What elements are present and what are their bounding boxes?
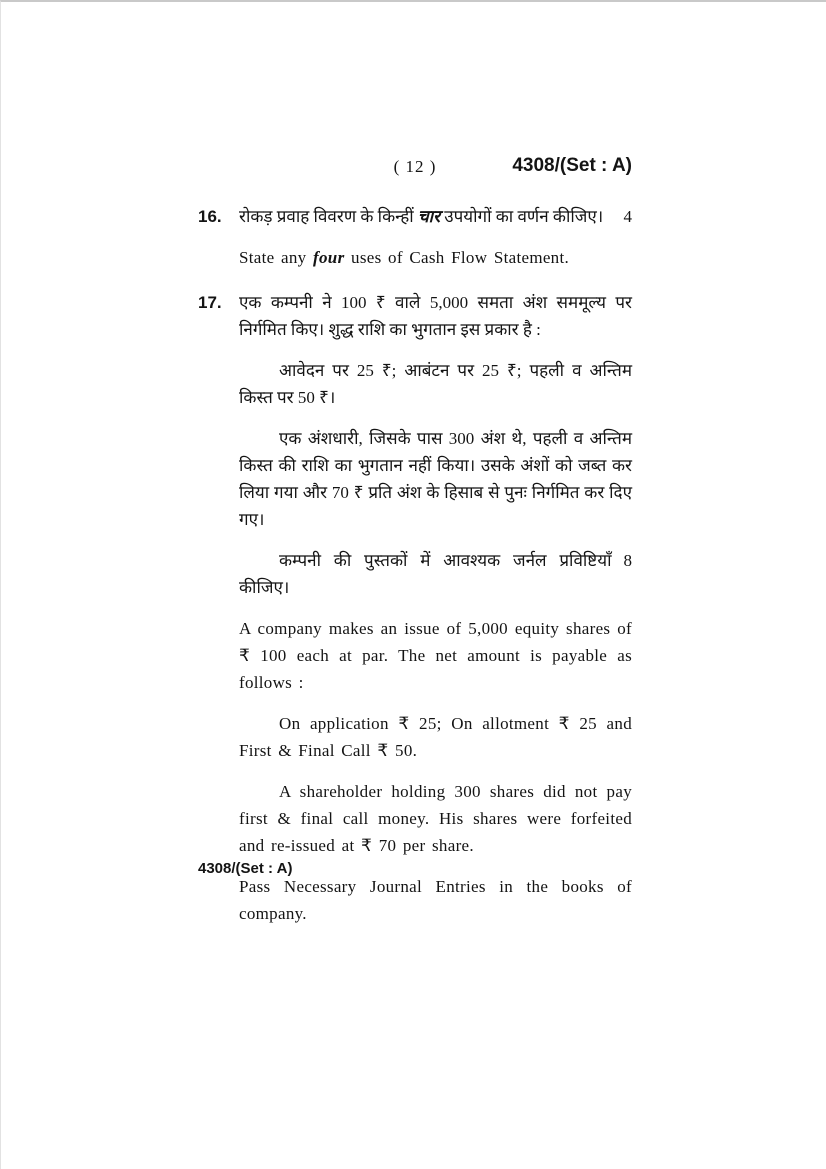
question-16-hindi [239,203,632,230]
question-16 [198,203,632,271]
question-16-number: 16. [198,207,222,226]
question-16-hindi-post: उपयोगों का वर्णन कीजिए। [440,207,604,226]
question-17-english-intro: A company makes an issue of 5,000 equity shares of ₹ 100 each at par. The net amount is payable as follows : [239,619,632,692]
question-17-hindi-forfeit: एक अंशधारी, जिसके पास 300 अंश थे, पहली व अन्तिम किस्त की राशि का भुगतान नहीं किया। उसके अंशों को जब्त कर लिया गया और 70 ₹ प्रति अंश के हिसाब से पुनः निर्गमित कर दिए गए। [239,429,632,529]
question-16-marks: 4 [623,207,632,226]
question-17-english-terms: On application ₹ 25; On allotment ₹ 25 and First & Final Call ₹ 50. [239,714,632,760]
question-17-number: 17. [198,293,222,312]
paper-code-header: 4308/(Set : A) [512,155,632,176]
question-16-english [239,244,632,271]
question-16-english-pre: State any [239,248,314,267]
question-17-body [239,289,632,927]
question-16-english-emphasis: four [313,248,345,267]
question-17-english-forfeit: A shareholder holding 300 shares did not pay first & final call money. His shares were forfeited and re-issued at ₹ 70 per share. [239,782,632,855]
question-16-hindi-emphasis: चार [417,207,441,226]
page-header [198,157,632,187]
question-17-hindi-instruction-text: कम्पनी की पुस्तकों में आवश्यक जर्नल प्रविष्टियाँ कीजिए। [239,551,612,597]
page-number: ( 12 ) [393,157,437,176]
paper-code-footer: 4308/(Set : A) [198,860,293,877]
page-content [198,157,632,945]
question-16-english-post: uses of Cash Flow Statement. [344,248,570,267]
question-17-hindi-instruction [239,547,632,601]
question-17-marks: 8 [623,551,632,570]
question-17 [198,289,632,927]
question-17-hindi-intro: एक कम्पनी ने 100 ₹ वाले 5,000 समता अंश सममूल्य पर निर्गमित किए। शुद्ध राशि का भुगतान इस प्रकार है : [239,293,632,339]
question-16-body [239,203,632,271]
question-16-hindi-pre: रोकड़ प्रवाह विवरण के किन्हीं [239,207,418,226]
question-17-english-instruction: Pass Necessary Journal Entries in the books of company. [239,877,632,923]
question-17-hindi-terms: आवेदन पर 25 ₹; आबंटन पर 25 ₹; पहली व अन्तिम किस्त पर 50 ₹। [239,361,632,407]
